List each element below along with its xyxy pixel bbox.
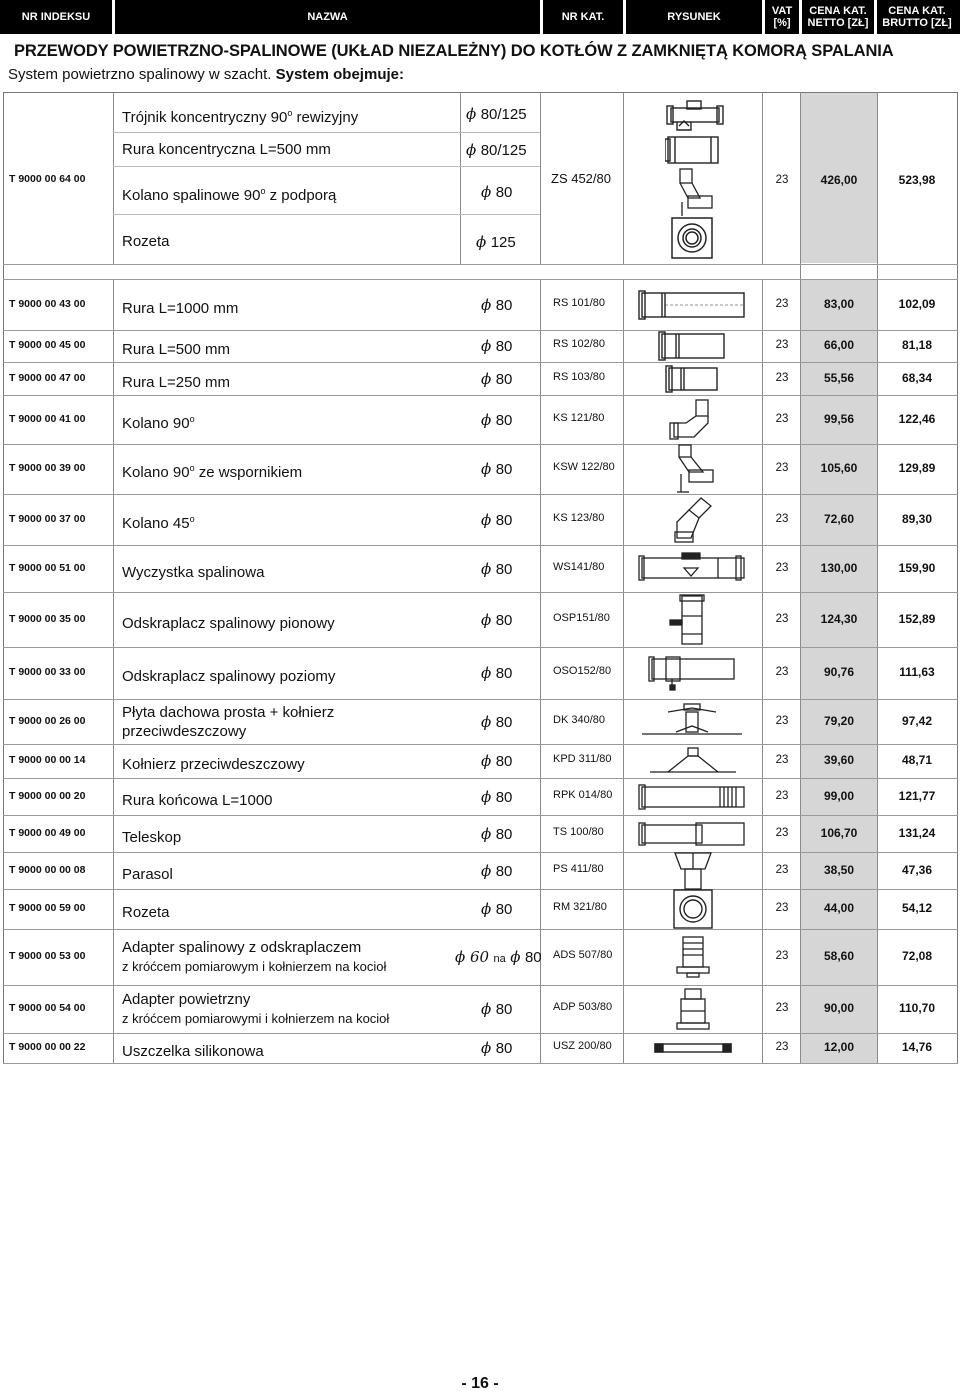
row-price-brutto: 81,18 [901,338,933,352]
row-name: Uszczelka silikonowa [122,1043,264,1060]
row-name: Kolano 90$^o$ ze wspornikiem [122,463,303,481]
row-vat: 23 [775,950,789,962]
row-index: T 9000 00 47 00 [9,371,86,384]
row-diameter: ϕ 80 [481,1000,513,1018]
system-vat: 23 [775,174,789,186]
row-price-netto: 39,60 [823,753,855,767]
row-price-brutto: 47,36 [901,862,933,877]
row-name: Teleskop [122,828,182,846]
row-vat: 23 [775,789,789,802]
row-catalog-number: DK 340/80 [553,713,605,726]
row-price-brutto: 89,30 [901,511,933,526]
row-diameter: ϕ 80 [481,460,513,478]
row-vat: 23 [775,714,789,727]
row-price-brutto: 72,08 [901,949,933,963]
row-vat: 23 [775,561,789,574]
row-name: Odskraplacz spalinowy poziomy [122,668,336,685]
adapter-drain-icon [675,935,711,979]
page-subtitle [8,66,404,83]
row-vat: 23 [775,462,789,474]
row-price-netto: 124,30 [820,611,858,626]
row-diameter: ϕ 80 [481,610,513,629]
row-vat: 23 [775,902,789,914]
system-item-3-name: Kolano spalinowe 90$^o$ z podporą [122,186,337,204]
row-price-brutto: 110,70 [898,1001,936,1015]
row-catalog-number: KPD 311/80 [553,753,612,765]
row-price-brutto: 111,63 [899,665,935,679]
system-item-2-name: Rura koncentryczna L=500 mm [122,141,331,158]
umbrella-icon [671,851,715,891]
row-price-netto: 106,70 [820,825,858,840]
row-name: Wyczystka spalinowa [122,563,265,581]
row-catalog-number: ADP 503/80 [553,1001,613,1013]
subtitle-bold: System obejmuje: [275,66,404,83]
elbow90-icon [668,399,718,441]
rosette-125-icon [670,216,714,260]
system-item-4-name: Rozeta [122,233,170,250]
row-diameter: ϕ 80 [481,510,513,529]
gasket-icon [653,1041,733,1055]
row-price-netto: 66,00 [823,338,855,352]
row-diameter: ϕ 80 [481,861,513,880]
row-name-line2: z króćcem pomiarowym i kołnierzem na kocioł [122,959,387,974]
row-index: T 9000 00 51 00 [9,561,86,574]
row-catalog-number: PS 411/80 [553,862,604,875]
row-price-netto: 79,20 [823,713,855,728]
system-item-2-dia: ϕ 80/125 [466,141,527,159]
system-netto: 426,00 [820,173,858,187]
row-vat: 23 [775,612,789,625]
row-price-brutto: 97,42 [901,713,933,728]
row-catalog-number: RM 321/80 [553,901,607,913]
table-header [0,0,960,34]
row-index: T 9000 00 00 14 [9,754,86,766]
row-diameter: ϕ 80 [481,824,513,843]
row-vat: 23 [775,1041,789,1053]
page-number: - 16 - [461,1375,499,1392]
row-index: T 9000 00 59 00 [9,902,86,914]
pipe-mid-icon [658,331,728,361]
row-index: T 9000 00 39 00 [9,462,86,474]
pipe-long-icon [638,288,748,322]
system-index: T 9000 00 64 00 [9,173,86,185]
row-catalog-number: KS 123/80 [553,511,605,524]
row-price-brutto: 122,46 [898,411,936,426]
row-catalog-number: WS141/80 [553,560,605,573]
row-name-line2: z króćcem pomiarowymi i kołnierzem na kocioł [122,1011,390,1026]
row-index: T 9000 00 54 00 [9,1002,86,1014]
row-name-line2: przeciwdeszczowy [122,722,247,740]
row-price-netto: 58,60 [823,949,855,963]
header-index: NR INDEKSU [21,11,91,23]
row-diameter: ϕ 80 [481,752,513,770]
elbow-support-icon [668,168,718,218]
row-index: T 9000 00 26 00 [9,714,86,727]
row-name: Kolano 90$^o$ [122,413,195,432]
row-price-netto: 99,56 [823,411,855,426]
row-catalog-number: OSP151/80 [553,611,610,624]
row-index: T 9000 00 33 00 [9,666,86,678]
row-index: T 9000 00 37 00 [9,512,86,525]
row-vat: 23 [775,298,789,310]
row-catalog-number: TS 100/80 [553,825,604,838]
row-catalog-number: RS 103/80 [553,370,605,383]
row-catalog-number: RPK 014/80 [553,788,613,801]
row-price-netto: 105,60 [820,461,858,475]
row-price-brutto: 129,89 [898,461,936,475]
row-price-brutto: 68,34 [901,370,933,385]
row-catalog-number: RS 102/80 [553,338,605,350]
row-vat: 23 [775,826,789,839]
row-price-netto: 83,00 [823,297,855,311]
row-name: Rura L=1000 mm [122,300,239,317]
row-index: T 9000 00 00 08 [9,863,86,876]
row-price-brutto: 159,90 [898,560,936,575]
row-name: Adapter spalinowy z odskraplaczem [122,939,362,956]
row-name: Rura L=250 mm [122,373,230,391]
row-index: T 9000 00 00 22 [9,1041,86,1053]
row-index: T 9000 00 41 00 [9,412,86,425]
system-item-1-name: Trójnik koncentryczny 90$^o$ rewizyjny [122,108,359,126]
row-price-brutto: 102,09 [898,297,936,311]
concentric-pipe-icon [665,135,721,165]
system-brutto: 523,98 [898,173,936,187]
row-price-netto: 99,00 [823,788,855,803]
rosette-icon [672,888,714,930]
row-diameter: ϕ 80 [481,787,513,806]
row-diameter: ϕ 80 [481,712,513,731]
row-name: Odskraplacz spalinowy pionowy [122,614,335,632]
row-price-netto: 72,60 [823,511,855,526]
row-diameter: ϕ 80 [481,900,513,918]
row-name: Parasol [122,865,173,883]
row-price-netto: 55,56 [823,370,855,385]
row-diameter: ϕ 80 [481,559,513,578]
adapter-air-icon [675,987,711,1031]
cleanout-icon [638,552,748,586]
row-name: Adapter powietrzny [122,991,251,1008]
end-pipe-icon [638,782,748,812]
row-price-brutto: 54,12 [901,901,933,915]
row-catalog-number: ADS 507/80 [553,949,613,961]
row-diameter: ϕ 80 [481,664,513,682]
telescope-icon [638,819,748,849]
row-diameter: ϕ 80 [481,1039,513,1057]
row-index: T 9000 00 00 20 [9,789,86,802]
drain-vertical-icon [668,594,718,646]
row-diameter: ϕ 80 [481,410,513,429]
row-price-brutto: 131,24 [898,825,936,840]
row-vat: 23 [775,754,789,766]
row-price-netto: 44,00 [823,901,855,915]
row-price-netto: 130,00 [820,560,858,575]
row-price-brutto: 48,71 [901,753,933,767]
row-price-netto: 12,00 [823,1040,855,1054]
system-item-1-dia: ϕ 80/125 [466,105,527,123]
elbow45-icon [671,496,715,544]
row-diameter: ϕ 60 na ϕ 80 [455,948,542,966]
row-price-brutto: 14,76 [901,1040,933,1054]
row-catalog-number: OSO152/80 [553,665,612,677]
row-index: T 9000 00 35 00 [9,612,86,625]
pipe-short-icon [665,365,721,393]
row-vat: 23 [775,1002,789,1014]
header-kat: NR KAT. [561,11,605,23]
row-vat: 23 [775,863,789,876]
row-index: T 9000 00 53 00 [9,950,86,962]
header-brutto: CENA KAT. BRUTTO [ZŁ] [882,5,952,29]
row-vat: 23 [775,339,789,351]
header-vat: VAT [%] [771,5,793,29]
system-item-4-dia: ϕ 125 [476,233,516,251]
row-price-brutto: 152,89 [898,611,936,626]
row-diameter: ϕ 80 [481,337,513,355]
row-vat: 23 [775,371,789,384]
row-vat: 23 [775,666,789,678]
row-price-netto: 90,00 [823,1001,855,1015]
row-index: T 9000 00 45 00 [9,339,86,351]
row-price-netto: 38,50 [823,862,855,877]
system-item-3-dia: ϕ 80 [481,183,513,201]
row-catalog-number: KS 121/80 [553,411,605,424]
row-index: T 9000 00 43 00 [9,298,86,310]
row-vat: 23 [775,412,789,425]
row-name: Rura L=500 mm [122,341,230,358]
row-name: Kolano 45$^o$ [122,513,195,532]
tee-revision-icon [665,100,725,134]
row-price-netto: 90,76 [823,665,855,679]
row-name: Kołnierz przeciwdeszczowy [122,756,305,773]
system-kat: ZS 452/80 [551,171,611,186]
row-name: Płyta dachowa prosta + kołnierz [122,703,335,721]
header-name: NAZWA [307,11,348,23]
header-netto: CENA KAT. NETTO [ZŁ] [807,5,869,29]
row-catalog-number: RS 101/80 [553,297,605,309]
rain-collar-icon [648,746,738,776]
row-diameter: ϕ 80 [481,296,513,314]
page-title: PRZEWODY POWIETRZNO-SPALINOWE (UKŁAD NIEZALEŻNY) DO KOTŁÓW Z ZAMKNIĘTĄ KOMORĄ SPALANIA [14,42,894,60]
elbow-support-icon [667,444,719,494]
drain-horizontal-icon [648,655,738,691]
row-vat: 23 [775,512,789,525]
row-catalog-number: KSW 122/80 [553,461,615,473]
subtitle-plain: System powietrzno spalinowy w szacht. [8,66,272,83]
header-drawing: RYSUNEK [667,11,721,23]
row-catalog-number: USZ 200/80 [553,1040,612,1052]
roof-plate-icon [638,702,748,742]
row-name: Rozeta [122,904,170,921]
row-price-brutto: 121,77 [898,788,936,803]
row-diameter: ϕ 80 [481,369,513,388]
row-index: T 9000 00 49 00 [9,826,86,839]
row-name: Rura końcowa L=1000 [122,791,273,809]
